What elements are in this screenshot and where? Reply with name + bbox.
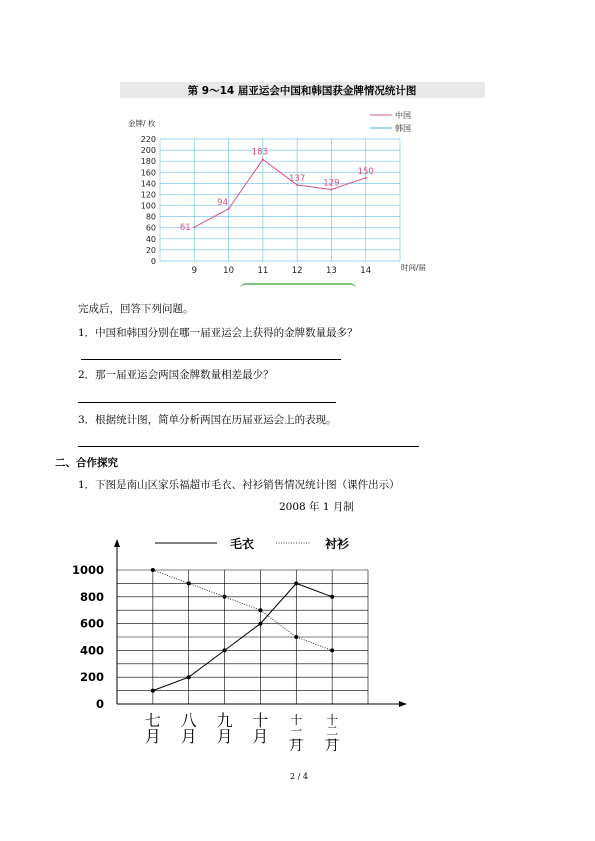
- chart1-y-tick: 200: [140, 146, 156, 156]
- chart2-y-tick: 200: [79, 670, 104, 685]
- chart1-y-tick: 40: [145, 234, 156, 244]
- sales-line-chart: [55, 530, 425, 760]
- chart2-x-tick: 九: [216, 711, 233, 730]
- chart2-x-tick: 十: [326, 713, 339, 727]
- chart2-x-tick: 二: [326, 724, 339, 738]
- chart1-legend-korea: 韩国: [395, 124, 411, 133]
- intro-text: 完成后，回答下列问题。: [78, 303, 194, 315]
- chart2-x-tick: 月: [252, 727, 269, 746]
- chart1-y-tick: 120: [140, 190, 156, 200]
- chart1-point: [296, 184, 298, 186]
- chart2-point: [294, 581, 298, 585]
- chart1-x-tick: 13: [326, 266, 337, 276]
- chart1-x-tick: 11: [257, 266, 269, 276]
- chart1-x-tick: 12: [291, 266, 303, 276]
- chart1-y-tick: 220: [140, 135, 156, 144]
- chart2-y-tick: 400: [79, 643, 104, 658]
- chart1-x-label: 时间/届: [401, 263, 427, 272]
- chart1-x-tick: 14: [360, 266, 372, 276]
- chart2-point: [223, 648, 227, 652]
- question-3: 3．根据统计图，简单分析两国在历届亚运会上的表现。: [78, 414, 337, 426]
- chart2-point: [258, 608, 262, 612]
- chart1-point: [365, 177, 367, 179]
- chart1-y-tick: 20: [145, 245, 156, 255]
- chart1-data-label: 137: [289, 174, 306, 185]
- chart2-y-tick: 0: [95, 697, 104, 711]
- chart2-x-tick: 七: [144, 711, 161, 730]
- chart1-data-label: 150: [357, 166, 374, 177]
- chart1-y-label: 金牌/ 枚: [128, 119, 156, 128]
- chart1-data-label: 61: [179, 223, 191, 234]
- chart2-point: [187, 581, 191, 585]
- chart2-point: [151, 568, 155, 572]
- chart2-point: [223, 595, 227, 599]
- chart2-y-tick: 1000: [71, 563, 104, 577]
- chart1-green-strip: [240, 283, 356, 290]
- answer-line-3[interactable]: [78, 446, 419, 447]
- chart2-y-tick: 600: [79, 616, 104, 631]
- chart1-series-line-china: [194, 160, 365, 228]
- chart2-x-tick: 八: [180, 711, 197, 730]
- medal-line-chart: [120, 82, 485, 282]
- chart2-point: [151, 689, 155, 693]
- question-2: 2．那一届亚运会两国金牌数量相差最少？: [78, 369, 274, 381]
- question-1: 1．中国和韩国分别在哪一届亚运会上获得的金牌数量最多？: [78, 327, 358, 339]
- chart1-title: 第 9～14 届亚运会中国和韩国获金牌情况统计图: [187, 85, 417, 97]
- chart2-x-tick: 十: [290, 713, 303, 727]
- chart1-y-tick: 60: [145, 223, 156, 233]
- chart2-x-tick: 一: [290, 724, 303, 738]
- chart2-x-tick: 月: [144, 727, 161, 746]
- answer-line-1[interactable]: [81, 359, 341, 360]
- chart2-date-note: 2008 年 1 月制: [279, 501, 354, 513]
- chart2-x-axis-arrow: [399, 701, 407, 707]
- chart2-point: [330, 595, 334, 599]
- chart1-data-label: 94: [217, 197, 228, 208]
- chart1-y-tick: 180: [140, 157, 156, 167]
- chart1-y-tick: 100: [140, 201, 156, 211]
- chart2-x-tick: 月: [325, 738, 340, 754]
- chart1-data-label: 129: [323, 178, 340, 189]
- chart1-x-tick: 9: [191, 266, 197, 276]
- section-heading: 二、合作探究: [55, 457, 118, 469]
- chart2-point: [294, 635, 298, 639]
- answer-line-2[interactable]: [78, 402, 336, 403]
- task-1: 1．下图是南山区家乐福超市毛衣、衬衫销售情况统计图（课件出示）: [78, 479, 400, 491]
- chart2-x-tick: 月: [289, 738, 304, 754]
- chart2-y-axis-arrow: [114, 539, 120, 547]
- chart1-legend-china: 中国: [395, 111, 411, 120]
- chart2-x-tick: 十: [252, 711, 269, 730]
- chart1-point: [193, 226, 195, 228]
- chart1-y-tick: 160: [140, 168, 156, 178]
- chart1-y-tick: 80: [145, 212, 156, 222]
- chart1-point: [330, 188, 332, 190]
- chart2-x-tick: 月: [180, 727, 197, 746]
- page-number: 2 / 4: [290, 772, 308, 781]
- chart2-point: [187, 675, 191, 679]
- chart1-y-tick: 140: [140, 179, 156, 189]
- chart1-point: [262, 159, 264, 161]
- chart2-legend-shirt: 衬衫: [325, 537, 350, 551]
- chart1-x-tick: 10: [223, 266, 234, 276]
- chart2-legend-sweater: 毛衣: [230, 537, 255, 551]
- chart2-x-tick: 月: [216, 727, 233, 746]
- chart2-point: [330, 648, 334, 652]
- chart1-y-tick: 0: [150, 257, 156, 266]
- chart2-point: [258, 622, 262, 626]
- chart1-data-label: 183: [251, 147, 268, 158]
- chart1-point: [228, 208, 230, 210]
- chart2-y-tick: 800: [79, 589, 104, 604]
